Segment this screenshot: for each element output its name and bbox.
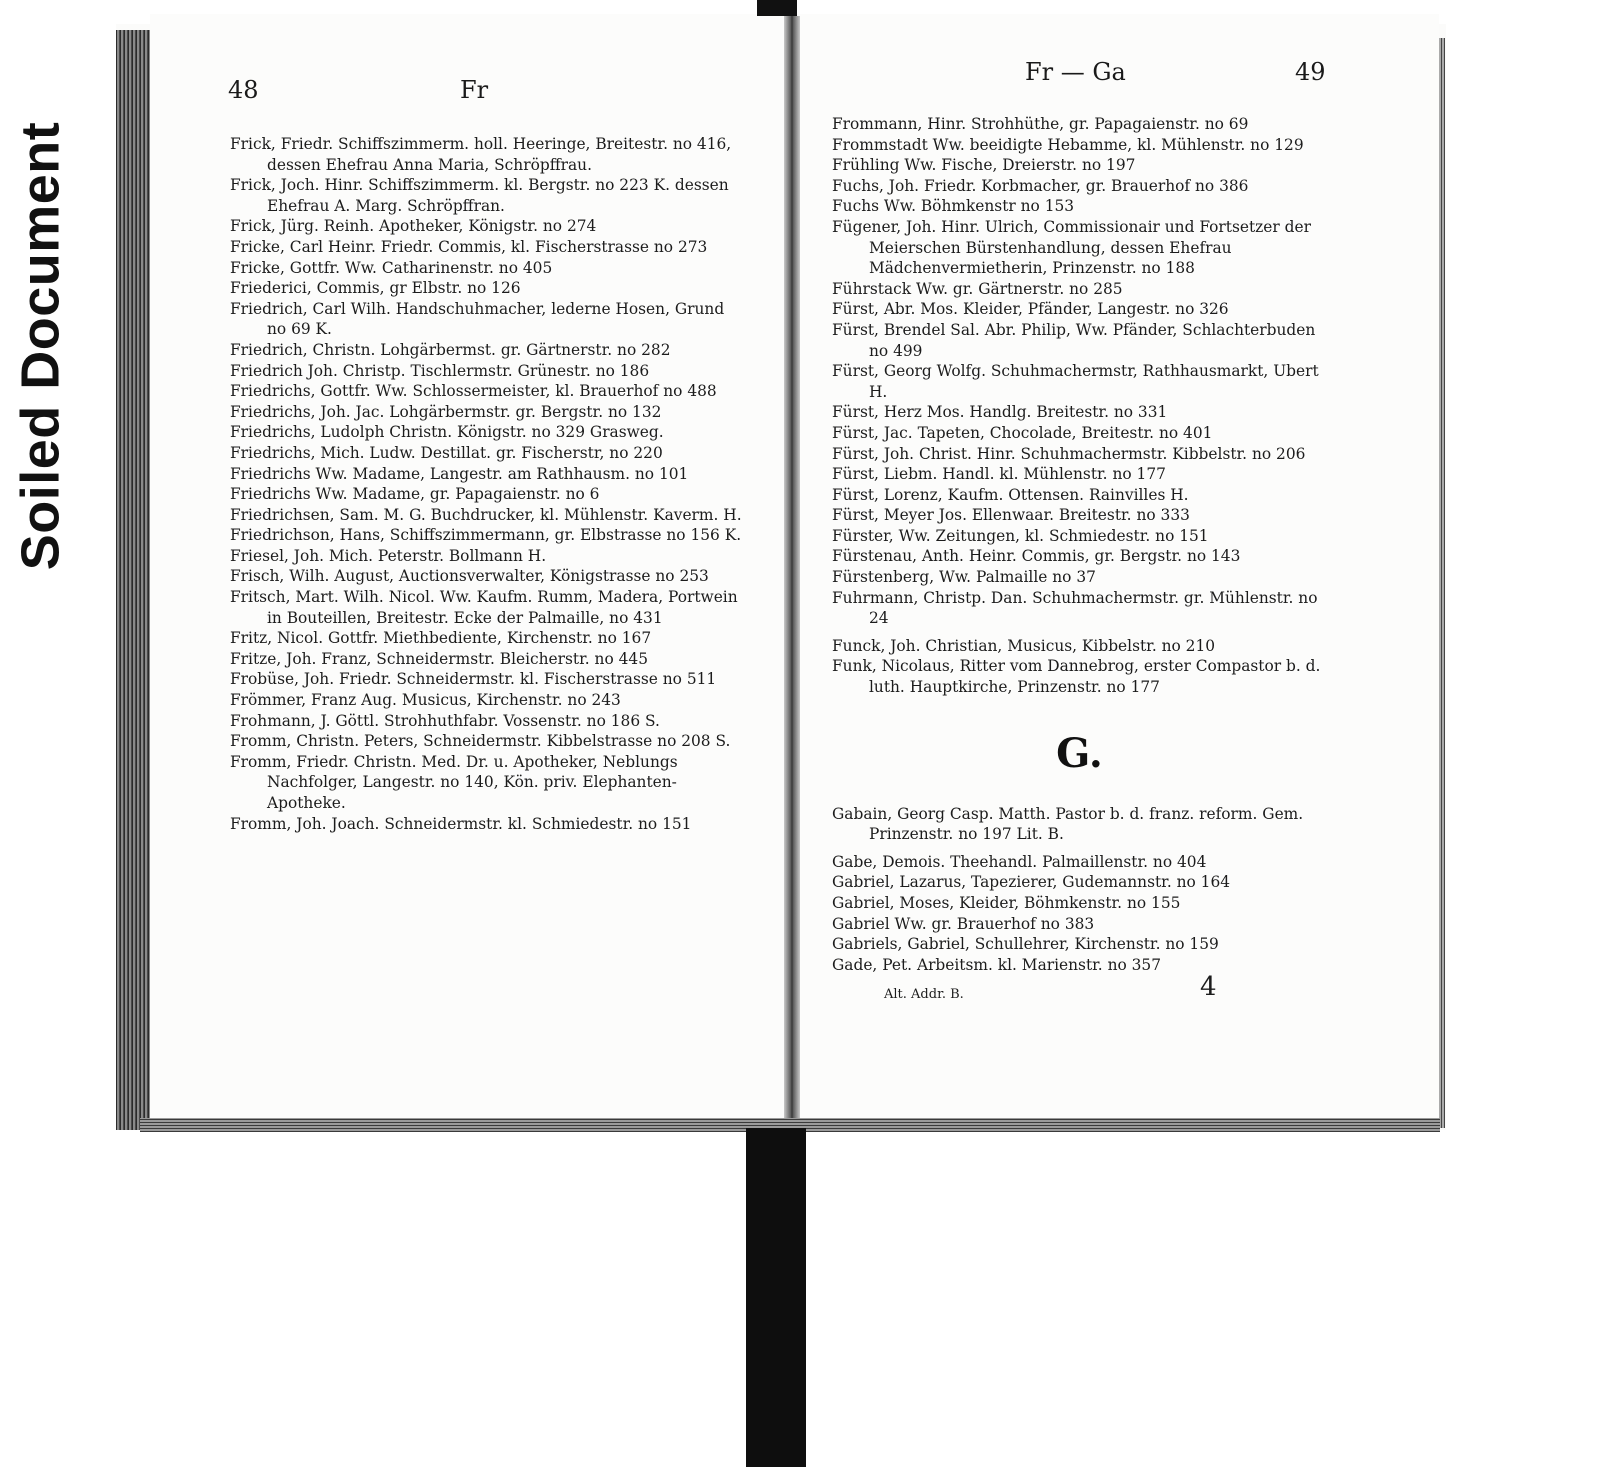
directory-entry: Gabriel, Moses, Kleider, Böhmkenstr. no 155 (832, 894, 1181, 912)
directory-entry: Frommann, Hinr. Strohhüthe, gr. Papagaienstr. no 69 (832, 115, 1249, 133)
directory-entry: Fritsch, Mart. Wilh. Nicol. Ww. Kaufm. Rumm, Madera, Portwein in Bouteillen, Breitestr. Ecke der Palmaille, no 431 (230, 588, 738, 627)
directory-entry: Frohmann, J. Göttl. Strohhuthfabr. Vossenstr. no 186 S. (230, 711, 660, 730)
directory-entry: Fricke, Carl Heinr. Friedr. Commis, kl. Fischerstrasse no 273 (230, 237, 708, 256)
directory-entry: Fürst, Liebm. Handl. kl. Mühlenstr. no 177 (832, 465, 1166, 484)
directory-entry: Friedrichs, Mich. Ludw. Destillat. gr. Fischerstr, no 220 (230, 443, 663, 462)
directory-entry: Friedrichs, Ludolph Christn. Königstr. no 329 Grasweg. (230, 423, 664, 442)
directory-entry: Fürster, Ww. Zeitungen, kl. Schmiedestr. no 151 (832, 526, 1209, 545)
directory-entry: Frobüse, Joh. Friedr. Schneidermstr. kl. Fischerstrasse no 511 (230, 670, 717, 689)
directory-entry: Gade, Pet. Arbeitsm. kl. Marienstr. no 357 (832, 955, 1162, 974)
left-entry-list (230, 134, 745, 834)
directory-entry: Frick, Joch. Hinr. Schiffszimmerm. kl. Bergstr. no 223 K. dessen Ehefrau A. Marg. Schröpffran. (230, 176, 729, 215)
directory-entry: Fromm, Joh. Joach. Schneidermstr. kl. Schmiedestr. no 151 (230, 814, 692, 833)
directory-entry: Friesel, Joh. Mich. Peterstr. Bollmann H. (230, 546, 547, 565)
left-page (150, 14, 791, 1126)
directory-entry: Frick, Jürg. Reinh. Apotheker, Königstr. no 274 (230, 217, 597, 236)
right-page-number: 49 (1295, 58, 1326, 86)
directory-entry: Frommstadt Ww. beeidigte Hebamme, kl. Mühlenstr. no 129 (832, 135, 1304, 154)
directory-entry: Friedrichs, Gottfr. Ww. Schlossermeister, kl. Brauerhof no 488 (230, 382, 717, 401)
directory-entry: Friedrichs Ww. Madame, gr. Papagaienstr. no 6 (230, 485, 600, 504)
left-page-header: Fr (460, 76, 489, 104)
directory-entry: Fromm, Friedr. Christn. Med. Dr. u. Apotheker, Neblungs Nachfolger, Langestr. no 140, Kön. priv. Elephanten-Apotheke. (230, 752, 678, 812)
directory-entry: Fürst, Lorenz, Kaufm. Ottensen. Rainvilles H. (832, 485, 1189, 504)
bookmark-ribbon-top (757, 0, 797, 16)
directory-entry: Friedrichsen, Sam. M. G. Buchdrucker, kl. Mühlenstr. Kaverm. H. (230, 505, 742, 524)
directory-entry: Fürst, Georg Wolfg. Schuhmachermstr, Rathhausmarkt, Ubert H. (832, 362, 1319, 401)
book-left-edge (116, 30, 152, 1130)
directory-entry: Fürst, Meyer Jos. Ellenwaar. Breitestr. no 333 (832, 506, 1190, 525)
soiled-document-label (2, 78, 78, 613)
directory-entry: Friedrich, Carl Wilh. Handschuhmacher, lederne Hosen, Grund no 69 K. (230, 299, 725, 339)
directory-entry: Gabriel, Lazarus, Tapezierer, Gudemannstr. no 164 (832, 873, 1231, 892)
directory-entry: Frühling Ww. Fische, Dreierstr. no 197 (832, 156, 1136, 175)
directory-entry: Fügener, Joh. Hinr. Ulrich, Commissionair und Fortsetzer der Meierschen Bürstenhandlung, dessen Ehefrau Mädchenvermietherin, Prinzenstr. no 188 (832, 217, 1311, 278)
printer-signature: Alt. Addr. B. (884, 987, 964, 1003)
directory-entry: Fürst, Jac. Tapeten, Chocolade, Breitestr. no 401 (832, 423, 1213, 442)
bookmark-ribbon (746, 1128, 806, 1467)
directory-entry: Funck, Joh. Christian, Musicus, Kibbelstr. no 210 (832, 636, 1216, 655)
directory-entry: Fromm, Christn. Peters, Schneidermstr. Kibbelstrasse no 208 S. (230, 732, 731, 751)
soiled-document-text: Soiled Document (10, 121, 71, 570)
directory-entry: Fürst, Brendel Sal. Abr. Philip, Ww. Pfänder, Schlachterbuden no 499 (832, 320, 1316, 360)
directory-entry: Gabain, Georg Casp. Matth. Pastor b. d. franz. reform. Gem. Prinzenstr. no 197 Lit. B. (832, 804, 1304, 844)
directory-entry: Funk, Nicolaus, Ritter vom Dannebrog, erster Compastor b. d. luth. Hauptkirche, Prinzenstr. no 177 (832, 657, 1321, 697)
left-page-number: 48 (228, 76, 259, 104)
directory-entry: Friedrichs Ww. Madame, Langestr. am Rathhausm. no 101 (230, 464, 689, 483)
directory-entry: Friedrich, Christn. Lohgärbermst. gr. Gärtnerstr. no 282 (230, 340, 671, 359)
directory-entry: Friedrich Joh. Christp. Tischlermstr. Grünestr. no 186 (230, 361, 650, 380)
directory-entry: Fürstenau, Anth. Heinr. Commis, gr. Bergstr. no 143 (832, 547, 1241, 566)
directory-entry: Fuchs Ww. Böhmkenstr no 153 (832, 197, 1075, 216)
book-gutter (784, 16, 800, 1128)
directory-entry: Fuchs, Joh. Friedr. Korbmacher, gr. Brauerhof no 386 (832, 176, 1249, 195)
directory-entry: Fricke, Gottfr. Ww. Catharinenstr. no 405 (230, 258, 553, 277)
directory-entry: Gabriels, Gabriel, Schullehrer, Kirchenstr. no 159 (832, 935, 1219, 954)
directory-entry: Fürst, Joh. Christ. Hinr. Schuhmachermstr. Kibbelstr. no 206 (832, 444, 1306, 463)
right-page (796, 14, 1439, 1126)
directory-entry: Führstack Ww. gr. Gärtnerstr. no 285 (832, 279, 1123, 298)
section-letter-g: G. (1056, 729, 1103, 777)
directory-entry: Friederici, Commis, gr Elbstr. no 126 (230, 279, 521, 298)
directory-entry: Fritz, Nicol. Gottfr. Miethbediente, Kirchenstr. no 167 (230, 629, 652, 648)
directory-entry: Frick, Friedr. Schiffszimmerm. holl. Heeringe, Breitestr. no 416, dessen Ehefrau Anna Maria, Schröpffrau. (230, 135, 732, 174)
right-entry-list (832, 114, 1327, 1011)
directory-entry: Fürst, Herz Mos. Handlg. Breitestr. no 331 (832, 403, 1168, 422)
directory-entry: Frisch, Wilh. August, Auctionsverwalter, Königstrasse no 253 (230, 567, 709, 586)
directory-entry: Frömmer, Franz Aug. Musicus, Kirchenstr. no 243 (230, 691, 621, 710)
directory-entry: Fürst, Abr. Mos. Kleider, Pfänder, Langestr. no 326 (832, 300, 1229, 319)
directory-entry: Fuhrmann, Christp. Dan. Schuhmachermstr. gr. Mühlenstr. no 24 (832, 588, 1318, 628)
directory-entry: Friedrichson, Hans, Schiffszimmermann, gr. Elbstrasse no 156 K. (230, 526, 742, 545)
directory-entry: Friedrichs, Joh. Jac. Lohgärbermstr. gr. Bergstr. no 132 (230, 402, 662, 421)
signature-number: 4 (1200, 972, 1217, 1003)
directory-entry: Fritze, Joh. Franz, Schneidermstr. Bleicherstr. no 445 (230, 649, 648, 668)
directory-entry: Gabriel Ww. gr. Brauerhof no 383 (832, 914, 1095, 933)
directory-entry: Gabe, Demois. Theehandl. Palmaillenstr. no 404 (832, 852, 1207, 871)
directory-entry: Fürstenberg, Ww. Palmaille no 37 (832, 568, 1096, 587)
right-page-header: Fr — Ga (1025, 58, 1126, 86)
